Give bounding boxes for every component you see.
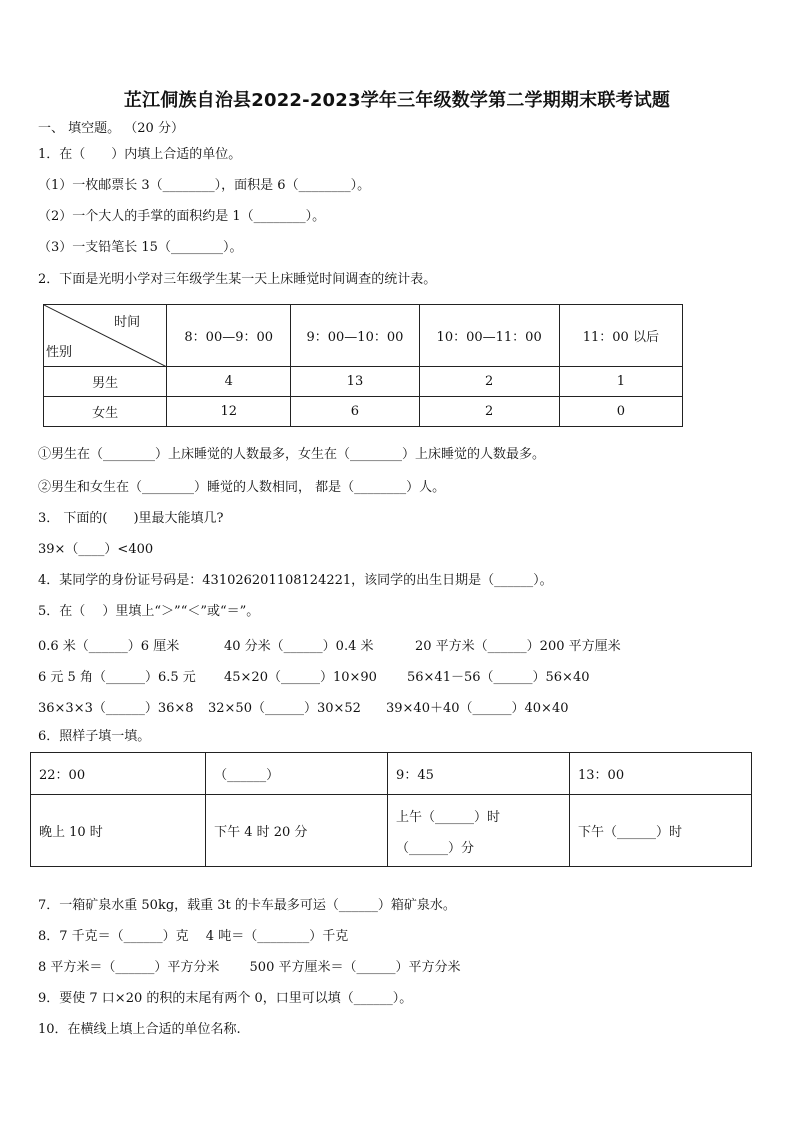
q5-item: 56×41－56（______）56×40 [407, 670, 590, 685]
table-cell: 4 [167, 367, 291, 397]
q5-item: 6 元 5 角（______）6.5 元 [38, 670, 196, 685]
page-title: 芷江侗族自治县2022-2023学年三年级数学第二学期期末联考试题 [123, 90, 671, 111]
question-8-line-1: 8．7 千克＝（______）克 4 吨＝（________）千克 [38, 929, 349, 944]
table-cell: 9：45 [388, 753, 570, 795]
row-label: 男生 [44, 367, 167, 397]
q5-item: 39×40＋40（______）40×40 [386, 701, 569, 716]
table-cell: 2 [419, 397, 559, 427]
question-4: 4．某同学的身份证号码是：431026201108124221，该同学的出生日期是（______）。 [38, 573, 553, 588]
table-cell: 12 [167, 397, 291, 427]
section-heading: 一、 填空题。 （20 分） [38, 121, 184, 136]
q5-item: 36×3×3（______）36×8 [38, 701, 194, 716]
bedtime-table [43, 304, 683, 427]
table-row [44, 367, 683, 397]
table-cell [388, 795, 570, 867]
table-row [44, 397, 683, 427]
table-cell: 下午 4 时 20 分 [206, 795, 388, 867]
table-cell: 22：00 [31, 753, 206, 795]
table-header: 8：00—9：00 [167, 305, 291, 367]
q5-item: 32×50（______）30×52 [208, 701, 361, 716]
question-10: 10．在横线上填上合适的单位名称. [38, 1022, 241, 1037]
question-2-sub-2: ②男生和女生在（________）睡觉的人数相同， 都是（________）人。 [38, 480, 446, 495]
question-1-part-1: （1）一枚邮票长 3（________），面积是 6（________）。 [38, 178, 371, 193]
question-8-line-2: 8 平方米＝（______）平方分米 500 平方厘米＝（______）平方分米 [38, 960, 461, 975]
table-cell: 1 [559, 367, 682, 397]
blank-minute: （______）分 [396, 840, 475, 856]
question-5-stem: 5．在（ ）里填上“＞”“＜”或“＝”。 [38, 604, 260, 619]
q5-item: 0.6 米（______）6 厘米 [38, 639, 180, 654]
question-6-stem: 6．照样子填一填。 [38, 729, 151, 744]
table-cell: 13 [291, 367, 419, 397]
question-9: 9．要使 7 口×20 的积的末尾有两个 0，口里可以填（______）。 [38, 991, 413, 1006]
table-header: 11：00 以后 [559, 305, 682, 367]
q5-item: 20 平方米（______）200 平方厘米 [415, 639, 621, 654]
question-7: 7．一箱矿泉水重 50kg，载重 3t 的卡车最多可运（______）箱矿泉水。 [38, 898, 456, 913]
corner-label-gender: 性别 [46, 345, 73, 360]
table-cell: 晚上 10 时 [31, 795, 206, 867]
question-1-part-3: （3）一支铅笔长 15（________）。 [38, 240, 243, 255]
table-corner-cell [44, 305, 167, 367]
time-conversion-table [30, 752, 752, 867]
question-2-stem: 2．下面是光明小学对三年级学生某一天上床睡觉时间调查的统计表。 [38, 272, 437, 287]
table-header: 9：00—10：00 [291, 305, 419, 367]
table-cell: （______） [206, 753, 388, 795]
question-3-stem: 3． 下面的( )里最大能填几? [38, 511, 224, 526]
table-cell: 2 [419, 367, 559, 397]
question-1-stem: 1．在（ ）内填上合适的单位。 [38, 147, 242, 162]
table-header: 10：00—11：00 [419, 305, 559, 367]
table-cell: 13：00 [570, 753, 752, 795]
question-1-part-2: （2）一个大人的手掌的面积约是 1（________）。 [38, 209, 326, 224]
table-row [31, 795, 752, 867]
table-row [31, 753, 752, 795]
table-cell: 6 [291, 397, 419, 427]
row-label: 女生 [44, 397, 167, 427]
table-cell: 0 [559, 397, 682, 427]
question-3-expression: 39×（____）<400 [38, 542, 154, 557]
q5-item: 45×20（______）10×90 [224, 670, 377, 685]
question-2-sub-1: ①男生在（________）上床睡觉的人数最多，女生在（________）上床睡觉的人数最多。 [38, 447, 546, 462]
blank-hour: 上午（______）时 [396, 809, 501, 825]
table-cell: 下午（______）时 [570, 795, 752, 867]
q5-item: 40 分米（______）0.4 米 [224, 639, 374, 654]
corner-label-time: 时间 [114, 315, 141, 330]
